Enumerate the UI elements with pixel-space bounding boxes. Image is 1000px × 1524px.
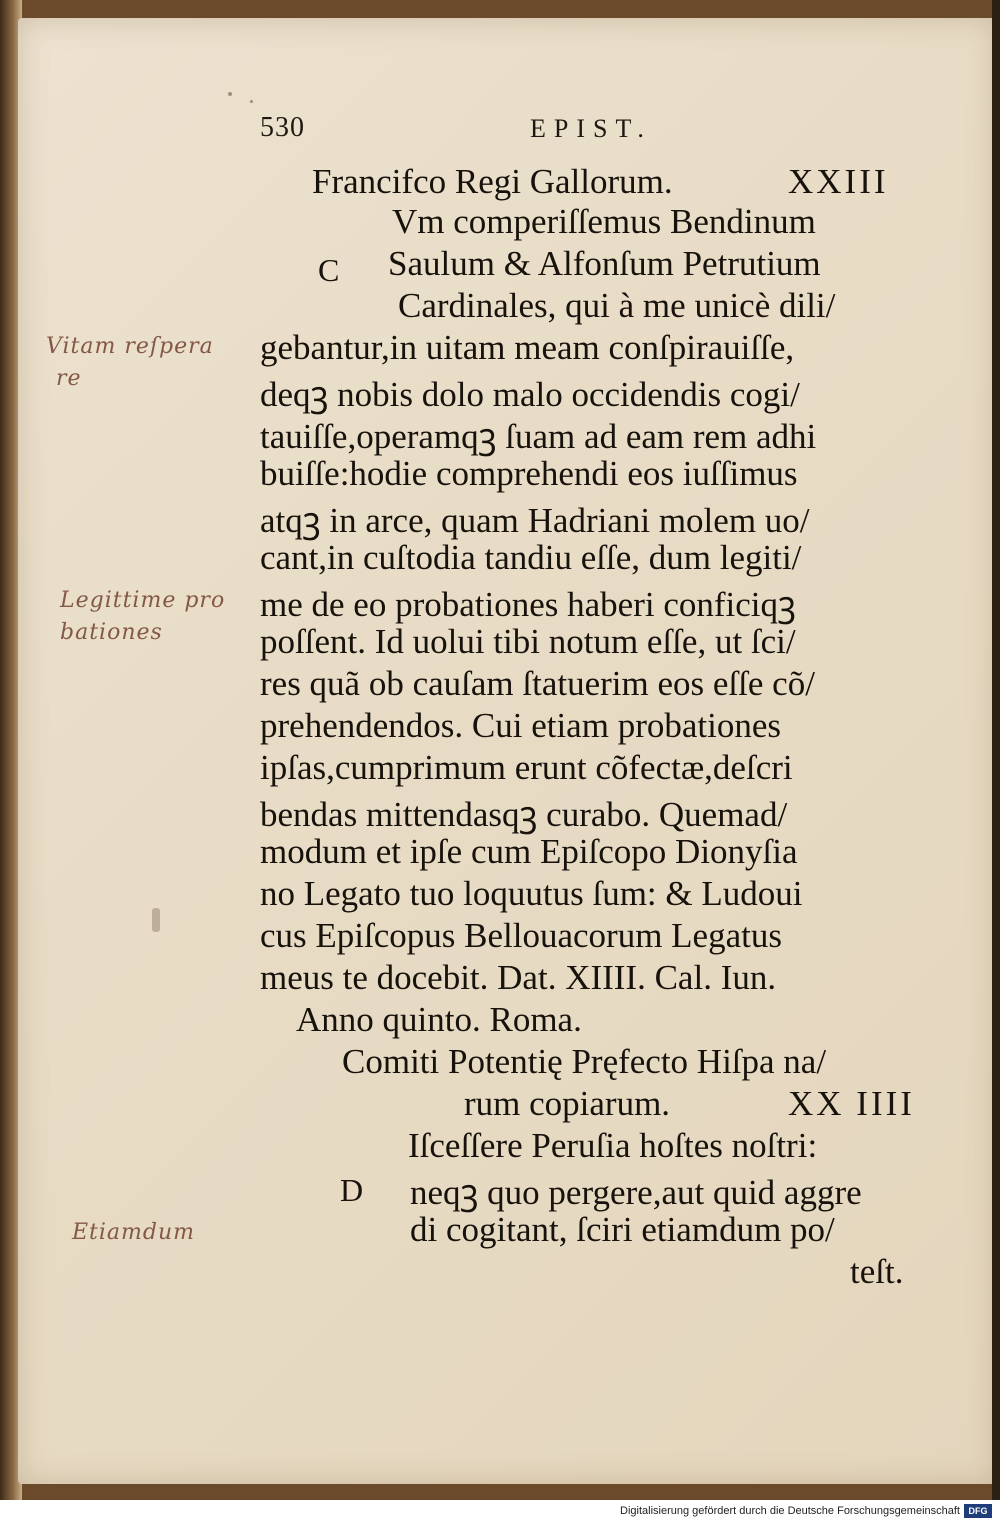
text-line: cus Epiſcopus Bellouacorum Legatus xyxy=(260,916,782,955)
text-line: Vm comperiſſemus Bendinum xyxy=(392,202,816,241)
letter-title xyxy=(312,162,673,202)
letter-title: Comiti Potentię Pręfecto Hiſpa na/ xyxy=(342,1042,827,1081)
page-number: 530 xyxy=(260,112,305,143)
text-line: ipſas,cumprimum erunt cõfectæ,deſcri xyxy=(260,748,793,787)
running-head: EPIST. xyxy=(530,114,652,143)
drop-initial: C xyxy=(318,252,340,288)
letter-title: rum copiarum. xyxy=(464,1084,671,1123)
marginal-note: Etiamdum xyxy=(72,1220,196,1245)
text-line: meus te docebit. Dat. XIIII. Cal. Iun. xyxy=(260,958,777,997)
page-edge xyxy=(992,0,1000,1500)
page-header xyxy=(260,112,900,152)
text-line: deqꝫ nobis dolo malo occidendis cogi/ xyxy=(260,375,800,414)
text-line: poſſent. Id uolui tibi notum eſſe, ut ſci/ xyxy=(260,622,796,661)
text-line: neqꝫ quo pergere,aut quid aggre xyxy=(410,1173,862,1212)
footer-bar xyxy=(0,1500,1000,1524)
paper-speck xyxy=(228,92,232,96)
text-line: Saulum & Alfonſum Petrutium xyxy=(388,244,821,283)
marginal-note: Vitam reſpera xyxy=(46,334,214,359)
footer-credit: Digitalisierung gefördert durch die Deutsche Forschungsgemeinschaft xyxy=(620,1505,960,1517)
text-line: res quã ob cauſam ſtatuerim eos eſſe cõ/ xyxy=(260,664,815,703)
text-line: buiſſe:hodie comprehendi eos iuſſimus xyxy=(260,454,798,493)
text-line: cant,in cuſtodia tandiu eſſe, dum legiti/ xyxy=(260,538,802,577)
text-line: di cogitant, ſciri etiamdum po/ xyxy=(410,1210,835,1249)
text-line: atqꝫ in arce, quam Hadriani molem uo/ xyxy=(260,501,810,540)
letter-numeral: XX IIII xyxy=(788,1084,915,1123)
text-line: Cardinales, qui à me unicè dili/ xyxy=(398,286,836,325)
paper-speck xyxy=(250,100,253,103)
text-line: tauiſſe,operamqꝫ ſuam ad eam rem adhi xyxy=(260,417,817,456)
text-line: Iſceſſere Peruſia hoſtes noſtri: xyxy=(408,1126,818,1165)
marginal-note: re xyxy=(56,366,82,391)
drop-initial: D xyxy=(340,1172,364,1208)
text-line: bendas mittendasqꝫ curabo. Quemad/ xyxy=(260,795,788,834)
text-line: no Legato tuo loquutus ſum: & Ludoui xyxy=(260,874,803,913)
text-line: gebantur,in uitam meam conſpirauiſſe, xyxy=(260,328,795,367)
dfg-logo-icon: DFG xyxy=(964,1504,992,1518)
letter-title-text: Francifco Regi Gallorum. xyxy=(312,162,673,201)
marginal-note: Legittime pro xyxy=(60,588,226,613)
marginal-note: bationes xyxy=(60,620,163,645)
text-line: teſt. xyxy=(850,1252,904,1291)
text-line: Anno quinto. Roma. xyxy=(296,1000,582,1039)
text-line: prehendendos. Cui etiam probationes xyxy=(260,706,781,745)
paper-stain xyxy=(152,908,160,932)
text-line: me de eo probationes haberi conficiqꝫ xyxy=(260,585,796,624)
letter-numeral: XXIII xyxy=(788,162,889,201)
text-line: modum et ipſe cum Epiſcopo Dionyſia xyxy=(260,832,798,871)
